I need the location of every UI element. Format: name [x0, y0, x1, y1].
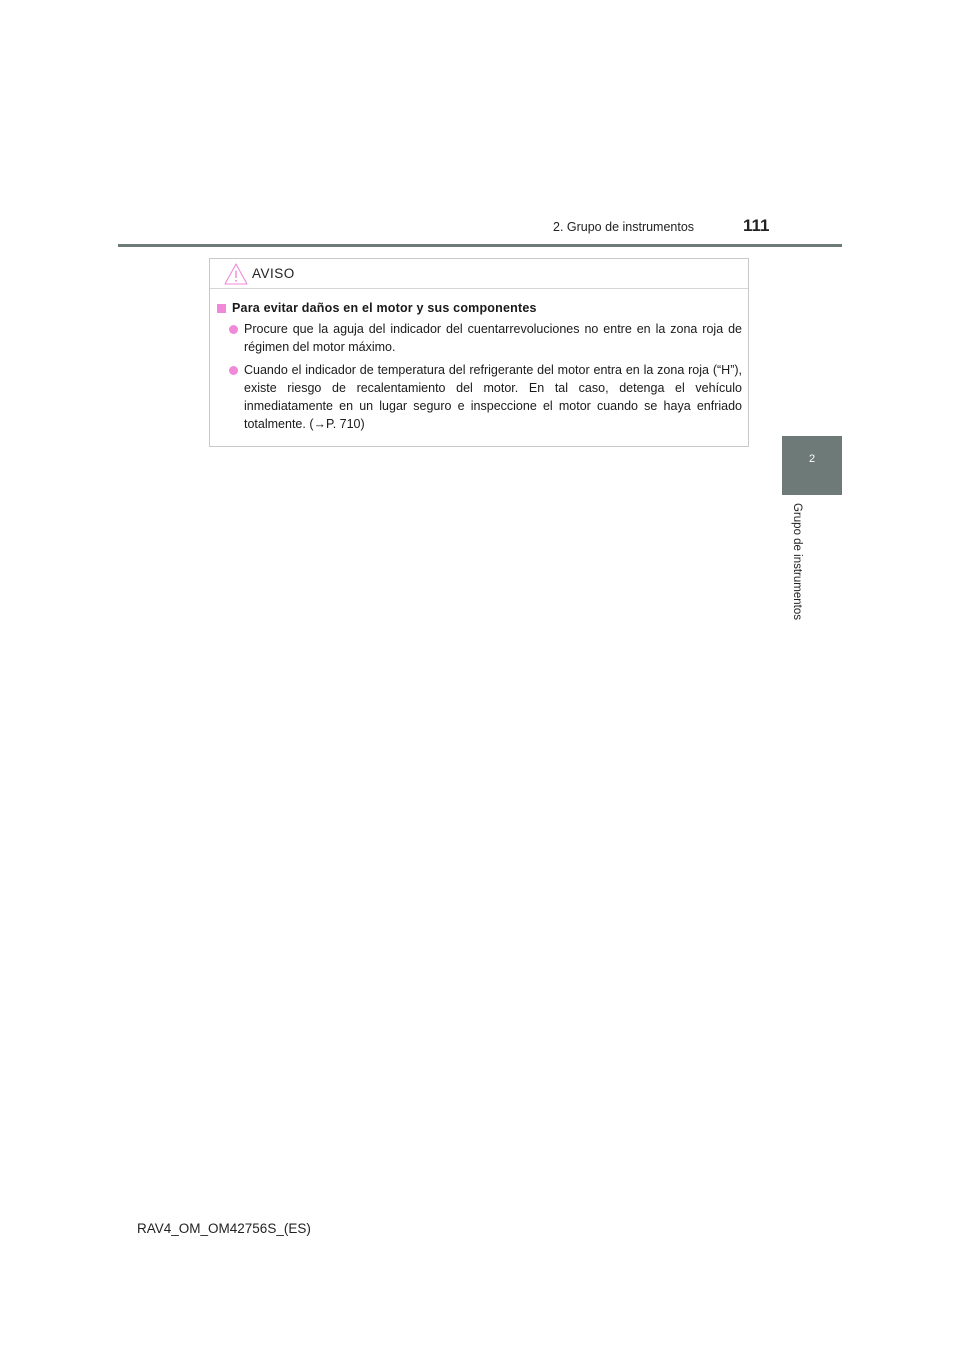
- warning-subheading-text: Para evitar daños en el motor y sus componentes: [232, 301, 537, 315]
- header-divider: [118, 244, 842, 247]
- chapter-tab-label: Grupo de instrumentos: [791, 503, 803, 620]
- warning-title: AVISO: [252, 266, 295, 281]
- chapter-tab: [782, 436, 842, 495]
- page-number: 111: [743, 216, 770, 235]
- warning-box: [209, 258, 749, 447]
- list-item-text: Procure que la aguja del indicador del cuentarrevoluciones no entre en la zona roja de régimen del motor máximo.: [244, 322, 742, 354]
- warning-triangle-icon: [223, 262, 249, 286]
- list-item: [216, 320, 742, 356]
- circle-bullet-icon: [229, 366, 238, 375]
- chapter-number: 2: [808, 453, 816, 465]
- section-title: 2. Grupo de instrumentos: [553, 220, 695, 234]
- warning-header: [210, 259, 748, 289]
- list-item-text: Cuando el indicador de temperatura del refrigerante del motor entra en la zona roja (“H”), existe riesgo de recalentamiento del motor. En tal caso, detenga el vehículo inmediatamente en un lugar seguro e inspeccione el motor cuando se haya enfriado totalmente. (→P. 710): [244, 363, 742, 431]
- list-item: [216, 361, 742, 433]
- square-bullet-icon: [217, 304, 226, 313]
- circle-bullet-icon: [229, 325, 238, 334]
- document-code: RAV4_OM_OM42756S_(ES): [137, 1221, 311, 1236]
- warning-subheading: [216, 301, 742, 315]
- warning-body: [210, 289, 748, 433]
